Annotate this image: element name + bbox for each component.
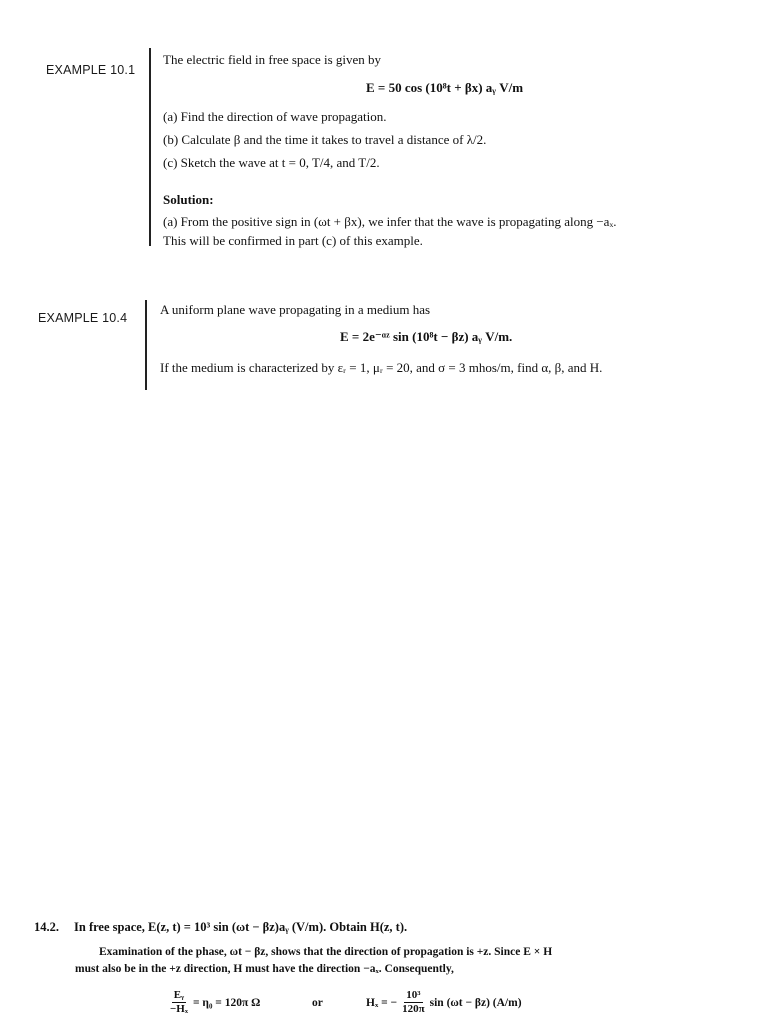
example-10-1-equation: E = 50 cos (10⁸t + βx) aᵧ V/m	[366, 80, 524, 95]
example-10-1-part-c: (c) Sketch the wave at t = 0, T/4, and T/2.	[163, 155, 380, 170]
problem-14-2-equation-left	[168, 989, 260, 1016]
problem-14-2-line-2: must also be in the +z direction, H must have the direction −aₓ. Consequently,	[75, 963, 454, 975]
example-10-4-question: If the medium is characterized by εᵣ = 1, μᵣ = 20, and σ = 3 mhos/m, find α, β, and H.	[160, 360, 603, 375]
example-10-1-part-a: (a) Find the direction of wave propagation.	[163, 109, 387, 124]
example-10-1-solution-line-1: (a) From the positive sign in (ωt + βx), we infer that the wave is propagating along −aₓ.	[163, 214, 617, 229]
example-10-1-part-b: (b) Calculate β and the time it takes to travel a distance of λ/2.	[163, 132, 487, 147]
fraction-numerator: Eᵧ	[173, 989, 185, 1001]
problem-14-2-number: 14.2.	[34, 920, 59, 934]
example-10-4-intro: A uniform plane wave propagating in a medium has	[160, 302, 431, 317]
example-10-4-label: EXAMPLE 10.4	[38, 311, 128, 325]
example-10-4-equation: E = 2e⁻ᵅᶻ sin (10⁸t − βz) aᵧ V/m.	[340, 329, 513, 344]
fraction-denominator: 120π	[402, 1003, 425, 1015]
example-10-1-margin-bar	[149, 48, 151, 246]
example-10-1-solution-line-2: This will be confirmed in part (c) of this example.	[163, 233, 423, 248]
example-10-1-intro: The electric field in free space is given by	[163, 52, 382, 67]
hx-rhs: sin (ωt − βz) (A/m)	[429, 996, 522, 1009]
problem-14-2-equation-right	[366, 989, 522, 1016]
problem-14-2-line-1: Examination of the phase, ωt − βz, shows that the direction of propagation is +z. Since E × H	[99, 946, 553, 958]
fraction-denominator: −Hₓ	[170, 1003, 188, 1015]
impedance-value: = η₀ = 120π Ω	[192, 996, 261, 1009]
fraction-numerator: 10³	[406, 989, 421, 1001]
example-10-1-label: EXAMPLE 10.1	[46, 63, 136, 77]
problem-14-2-or: or	[312, 997, 323, 1009]
example-10-4-margin-bar	[145, 300, 147, 390]
impedance-fraction	[168, 989, 190, 1016]
problem-14-2-statement: In free space, E(z, t) = 10³ sin (ωt − βz)aᵧ (V/m). Obtain H(z, t).	[74, 920, 408, 934]
hx-lhs: Hₓ = −	[366, 996, 398, 1009]
hx-fraction	[400, 989, 427, 1016]
example-10-1-solution-heading: Solution:	[163, 192, 214, 207]
